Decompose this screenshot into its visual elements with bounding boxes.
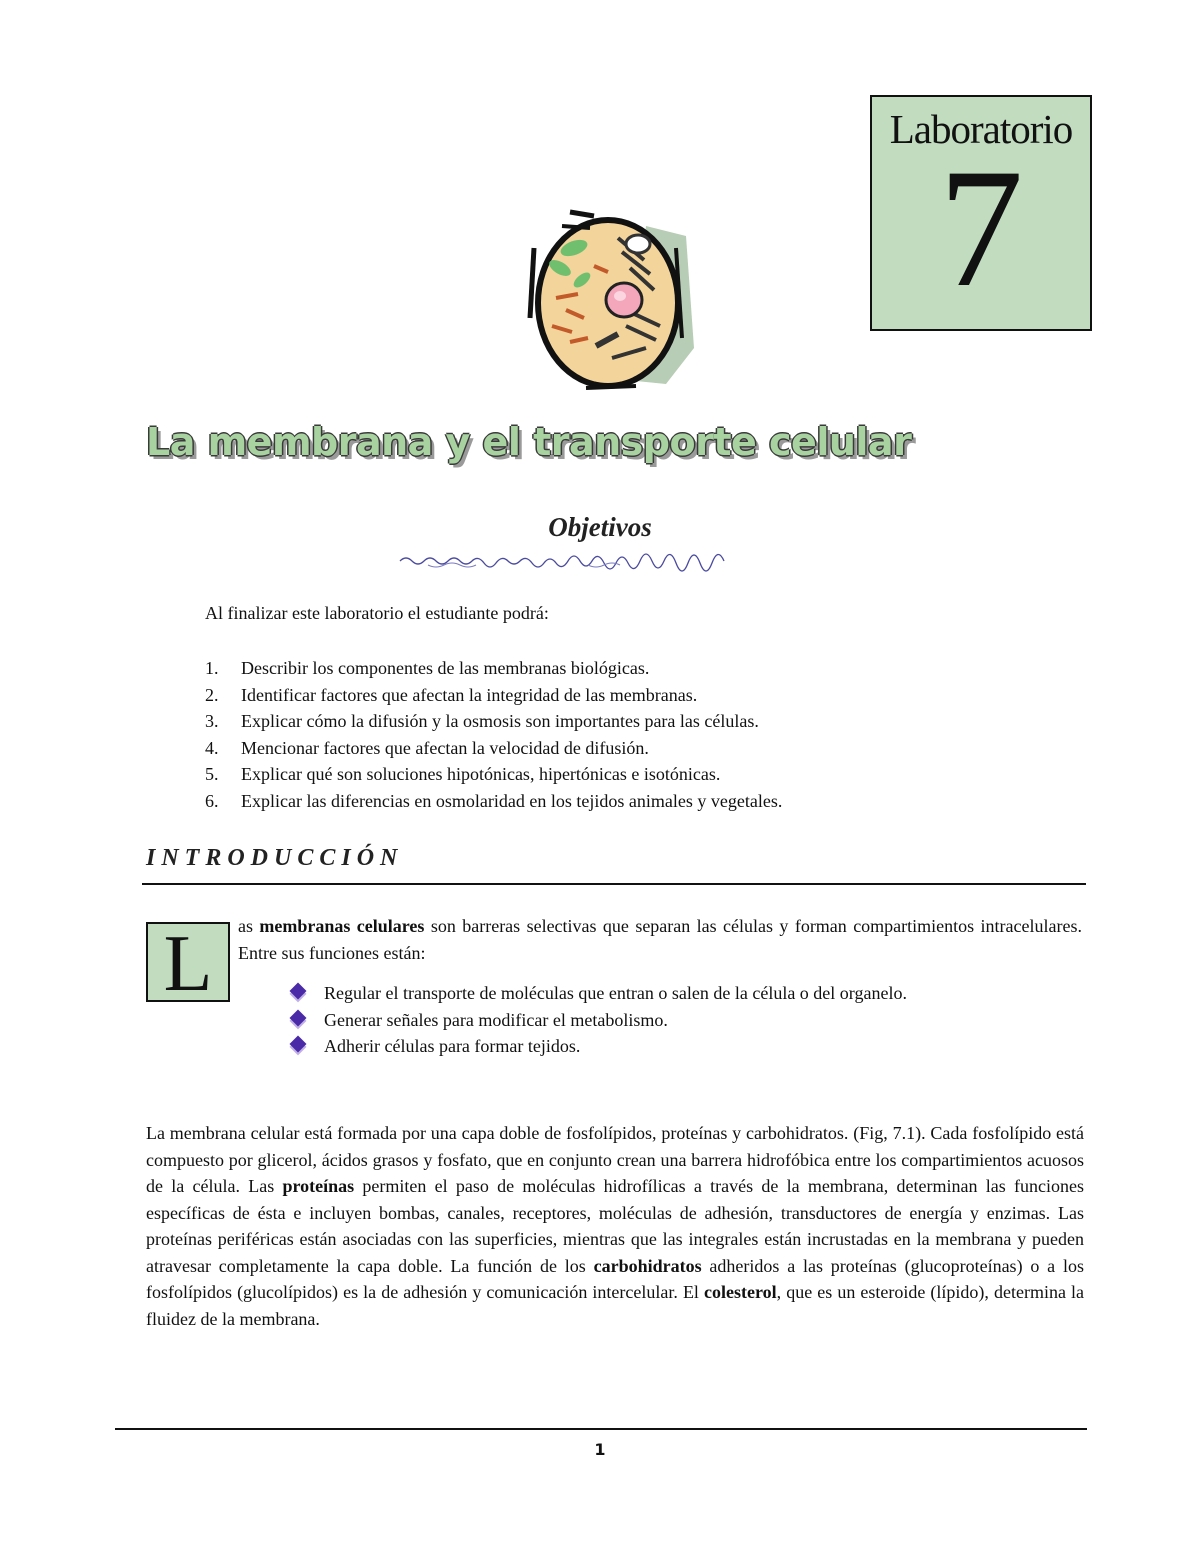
bullet-text: Adherir células para formar tejidos. xyxy=(324,1036,581,1056)
diamond-bullet-icon xyxy=(290,1036,307,1053)
cell-illustration-icon xyxy=(526,208,698,394)
section-rule xyxy=(142,883,1086,885)
diamond-bullet-icon xyxy=(290,983,307,1000)
item-text: Mencionar factores que afectan la velocidad de difusión. xyxy=(241,737,649,758)
list-item xyxy=(286,1033,1006,1060)
drop-cap: L xyxy=(146,922,230,1002)
item-number: 2. xyxy=(205,684,219,705)
item-number: 6. xyxy=(205,790,219,811)
footer-rule xyxy=(115,1428,1087,1430)
list-item xyxy=(205,682,782,709)
lead-text: as xyxy=(238,916,260,936)
item-text: Explicar cómo la difusión y la osmosis son importantes para las células. xyxy=(241,711,759,731)
item-number: 1. xyxy=(205,658,219,678)
paragraph-bold: colesterol xyxy=(704,1282,777,1302)
objectives-list xyxy=(205,655,782,814)
lead-bold: membranas celulares xyxy=(259,916,425,936)
lab-number: 7 xyxy=(938,134,1024,322)
objectives-heading: Objetivos xyxy=(548,512,652,542)
squiggle-divider xyxy=(398,551,734,573)
list-item xyxy=(205,655,782,682)
item-number: 3. xyxy=(205,711,219,731)
diamond-bullet-icon xyxy=(290,1009,307,1026)
page-number: 1 xyxy=(594,1440,606,1459)
section-heading: INTRODUCCIÓN xyxy=(146,845,404,871)
item-text: Explicar qué son soluciones hipotónicas, hipertónicas e isotónicas. xyxy=(241,764,721,784)
intro-lead xyxy=(238,913,1082,966)
document-title: La membrana y el transporte celular xyxy=(146,420,912,464)
functions-list xyxy=(286,980,1006,1060)
item-text: Explicar las diferencias en osmolaridad en los tejidos animales y vegetales. xyxy=(241,790,783,811)
list-item xyxy=(205,788,782,815)
paragraph-text: adheridos a las proteínas (glucoproteínas) o a los fosfolípidos (glucolípidos) es la de adhesión y comunicación intercelular. El xyxy=(146,1255,1084,1302)
objectives-intro: Al finalizar este laboratorio el estudiante podrá: xyxy=(205,603,549,623)
list-item xyxy=(205,761,782,788)
body-paragraph xyxy=(146,1120,1084,1332)
paragraph-text: , que es un esteroide (lípido), determina la fluidez de la membrana. xyxy=(146,1282,1085,1329)
bullet-text: Generar señales para modificar el metabolismo. xyxy=(324,1009,668,1030)
item-text: Describir los componentes de las membranas biológicas. xyxy=(241,658,650,678)
bullet-text: Regular el transporte de moléculas que entran o salen de la célula o del organelo. xyxy=(324,983,907,1003)
item-number: 5. xyxy=(205,764,219,784)
item-text: Identificar factores que afectan la integridad de las membranas. xyxy=(241,684,698,705)
lead-text: son barreras selectivas que separan las células y forman compartimientos intracelulares. Entre sus funciones están: xyxy=(238,916,1082,963)
paragraph-bold: carbohidratos xyxy=(593,1255,702,1276)
lab-label: Laboratorio xyxy=(889,106,1073,152)
item-number: 4. xyxy=(205,737,219,758)
lab-number-box xyxy=(870,95,1092,331)
list-item xyxy=(205,708,782,735)
paragraph-text: La membrana celular está formada por una capa doble de fosfolípidos, proteínas y carbohidratos. (Fig, 7.1). Cada fosfolípido está compuesto por glicerol, ácidos grasos y fosfato, que en conjunto crean una barrera hidrofóbica entre los compartimientos acuosos de la célula. Las xyxy=(146,1123,1084,1196)
list-item xyxy=(286,1007,1006,1034)
list-item xyxy=(286,980,1006,1007)
paragraph-text: permiten el paso de moléculas hidrofílicas a través de la membrana, determinan las funciones específicas de ésta e incluyen bombas, canales, receptores, moléculas de adhesión, transductores de energía y enzimas. Las proteínas periféricas están asociadas con las superficies, mientras que las integrales están incrustadas en la membrana y pueden atravesar completamente la capa doble. La función de los xyxy=(146,1176,1084,1276)
list-item xyxy=(205,735,782,762)
paragraph-bold: proteínas xyxy=(282,1176,355,1196)
